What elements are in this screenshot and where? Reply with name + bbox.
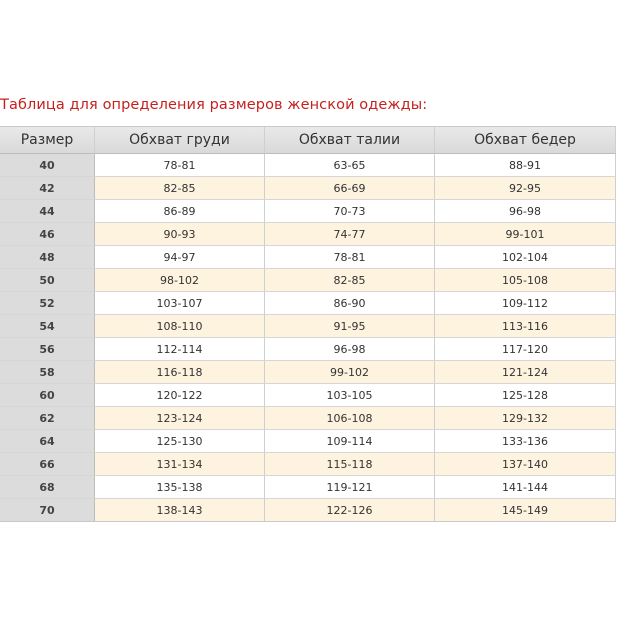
table-row <box>0 246 616 269</box>
chest-cell: 112-114 <box>95 338 265 361</box>
waist-cell: 103-105 <box>265 384 435 407</box>
waist-cell: 82-85 <box>265 269 435 292</box>
chest-cell: 108-110 <box>95 315 265 338</box>
header-hips: Обхват бедер <box>435 127 616 154</box>
size-cell: 58 <box>0 361 95 384</box>
chest-cell: 86-89 <box>95 200 265 223</box>
size-cell: 56 <box>0 338 95 361</box>
table-row <box>0 499 616 521</box>
size-cell: 70 <box>0 499 95 521</box>
chest-cell: 90-93 <box>95 223 265 246</box>
chest-cell: 116-118 <box>95 361 265 384</box>
table-header-row <box>0 127 616 154</box>
table-row <box>0 177 616 200</box>
chest-cell: 94-97 <box>95 246 265 269</box>
chest-cell: 138-143 <box>95 499 265 521</box>
header-waist: Обхват талии <box>265 127 435 154</box>
size-cell: 52 <box>0 292 95 315</box>
size-chart-table <box>0 126 616 522</box>
waist-cell: 78-81 <box>265 246 435 269</box>
waist-cell: 91-95 <box>265 315 435 338</box>
hips-cell: 137-140 <box>435 453 616 476</box>
waist-cell: 86-90 <box>265 292 435 315</box>
chest-cell: 123-124 <box>95 407 265 430</box>
hips-cell: 141-144 <box>435 476 616 499</box>
size-cell: 60 <box>0 384 95 407</box>
chest-cell: 78-81 <box>95 154 265 177</box>
table-row <box>0 154 616 177</box>
hips-cell: 117-120 <box>435 338 616 361</box>
chest-cell: 125-130 <box>95 430 265 453</box>
hips-cell: 105-108 <box>435 269 616 292</box>
size-cell: 50 <box>0 269 95 292</box>
chest-cell: 98-102 <box>95 269 265 292</box>
table-body <box>0 154 616 521</box>
hips-cell: 145-149 <box>435 499 616 521</box>
size-cell: 68 <box>0 476 95 499</box>
table-row <box>0 200 616 223</box>
hips-cell: 121-124 <box>435 361 616 384</box>
table-row <box>0 315 616 338</box>
table-row <box>0 269 616 292</box>
size-cell: 46 <box>0 223 95 246</box>
hips-cell: 96-98 <box>435 200 616 223</box>
table-row <box>0 453 616 476</box>
size-cell: 66 <box>0 453 95 476</box>
chest-cell: 131-134 <box>95 453 265 476</box>
hips-cell: 99-101 <box>435 223 616 246</box>
hips-cell: 102-104 <box>435 246 616 269</box>
table-row <box>0 292 616 315</box>
table-row <box>0 361 616 384</box>
hips-cell: 88-91 <box>435 154 616 177</box>
hips-cell: 109-112 <box>435 292 616 315</box>
table-row <box>0 384 616 407</box>
size-cell: 62 <box>0 407 95 430</box>
waist-cell: 66-69 <box>265 177 435 200</box>
waist-cell: 119-121 <box>265 476 435 499</box>
size-cell: 48 <box>0 246 95 269</box>
waist-cell: 106-108 <box>265 407 435 430</box>
hips-cell: 92-95 <box>435 177 616 200</box>
waist-cell: 70-73 <box>265 200 435 223</box>
header-chest: Обхват груди <box>95 127 265 154</box>
chest-cell: 120-122 <box>95 384 265 407</box>
hips-cell: 125-128 <box>435 384 616 407</box>
waist-cell: 96-98 <box>265 338 435 361</box>
hips-cell: 133-136 <box>435 430 616 453</box>
table-row <box>0 223 616 246</box>
hips-cell: 113-116 <box>435 315 616 338</box>
size-cell: 64 <box>0 430 95 453</box>
waist-cell: 63-65 <box>265 154 435 177</box>
waist-cell: 99-102 <box>265 361 435 384</box>
page-title: Таблица для определения размеров женской одежды: <box>0 97 428 113</box>
chest-cell: 135-138 <box>95 476 265 499</box>
waist-cell: 115-118 <box>265 453 435 476</box>
hips-cell: 129-132 <box>435 407 616 430</box>
waist-cell: 74-77 <box>265 223 435 246</box>
size-cell: 54 <box>0 315 95 338</box>
chest-cell: 82-85 <box>95 177 265 200</box>
waist-cell: 122-126 <box>265 499 435 521</box>
size-cell: 42 <box>0 177 95 200</box>
table-row <box>0 407 616 430</box>
table-row <box>0 476 616 499</box>
header-size: Размер <box>0 127 95 154</box>
size-cell: 44 <box>0 200 95 223</box>
table-row <box>0 430 616 453</box>
size-cell: 40 <box>0 154 95 177</box>
table-row <box>0 338 616 361</box>
chest-cell: 103-107 <box>95 292 265 315</box>
waist-cell: 109-114 <box>265 430 435 453</box>
